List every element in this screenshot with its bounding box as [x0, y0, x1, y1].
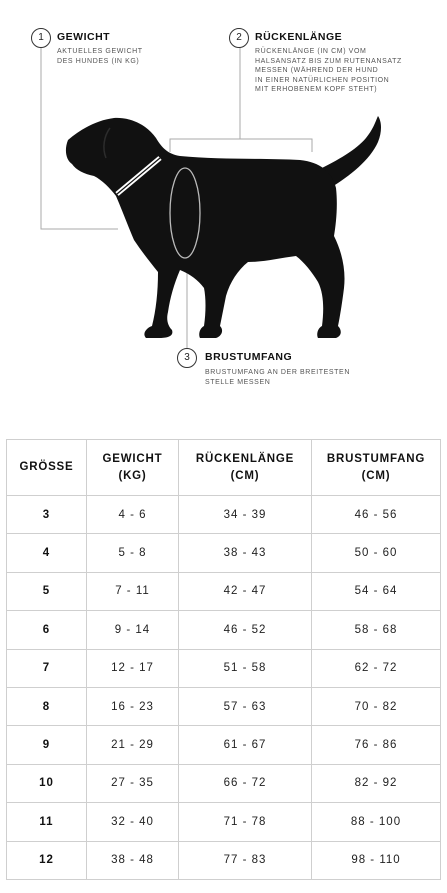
table-row: [7, 496, 441, 534]
table-row: [7, 572, 441, 610]
back-length-cell: 57 - 63: [179, 687, 312, 725]
header-weight: GEWICHT (KG): [87, 440, 179, 496]
chest-description: BRUSTUMFANG AN DER BREITESTEN STELLE MESSEN: [205, 369, 350, 386]
back-length-cell: 34 - 39: [179, 496, 312, 534]
chest-cell: 88 - 100: [312, 803, 441, 841]
chest-cell: 46 - 56: [312, 496, 441, 534]
back-length-cell: 42 - 47: [179, 572, 312, 610]
header-size: GRÖSSE: [7, 440, 87, 496]
table-row: [7, 687, 441, 725]
size-cell: 7: [7, 649, 87, 687]
back-length-cell: 51 - 58: [179, 649, 312, 687]
back-length-cell: 71 - 78: [179, 803, 312, 841]
size-cell: 6: [7, 611, 87, 649]
size-cell: 10: [7, 764, 87, 802]
weight-cell: 4 - 6: [87, 496, 179, 534]
chest-cell: 98 - 110: [312, 841, 441, 879]
back-length-cell: 38 - 43: [179, 534, 312, 572]
weight-description: AKTUELLES GEWICHT DES HUNDES (IN KG): [57, 48, 143, 65]
weight-cell: 21 - 29: [87, 726, 179, 764]
back-length-leader-line: [170, 47, 240, 152]
back-length-number-badge: 2: [229, 28, 249, 48]
chest-cell: 62 - 72: [312, 649, 441, 687]
header-back-length: RÜCKENLÄNGE (CM): [179, 440, 312, 496]
weight-title: GEWICHT: [57, 31, 111, 43]
measurement-diagram: [0, 0, 447, 420]
weight-cell: 38 - 48: [87, 841, 179, 879]
back-length-bracket: [240, 139, 312, 152]
table-header-row: [7, 440, 441, 496]
weight-cell: 16 - 23: [87, 687, 179, 725]
size-cell: 12: [7, 841, 87, 879]
weight-number-badge: 1: [31, 28, 51, 48]
back-length-cell: 46 - 52: [179, 611, 312, 649]
size-cell: 8: [7, 687, 87, 725]
chest-cell: 70 - 82: [312, 687, 441, 725]
weight-cell: 32 - 40: [87, 803, 179, 841]
weight-cell: 5 - 8: [87, 534, 179, 572]
back-length-cell: 61 - 67: [179, 726, 312, 764]
back-length-description: RÜCKENLÄNGE (IN CM) VOM HALSANSATZ BIS ZUM RUTENANSATZ MESSEN (WÄHREND DER HUND IN EINER NATÜRLICHEN POSITION MIT ERHOBENEM KOPF STEHT): [255, 48, 402, 94]
table-row: [7, 764, 441, 802]
table-row: [7, 649, 441, 687]
weight-cell: 7 - 11: [87, 572, 179, 610]
size-table: [6, 439, 441, 880]
table-row: [7, 534, 441, 572]
table-row: [7, 726, 441, 764]
size-cell: 11: [7, 803, 87, 841]
weight-cell: 27 - 35: [87, 764, 179, 802]
table-row: [7, 611, 441, 649]
table-row: [7, 803, 441, 841]
back-length-cell: 66 - 72: [179, 764, 312, 802]
dog-body: [66, 116, 381, 338]
size-cell: 9: [7, 726, 87, 764]
table-row: [7, 841, 441, 879]
weight-cell: 12 - 17: [87, 649, 179, 687]
size-cell: 5: [7, 572, 87, 610]
size-cell: 3: [7, 496, 87, 534]
chest-cell: 76 - 86: [312, 726, 441, 764]
chest-cell: 82 - 92: [312, 764, 441, 802]
back-length-title: RÜCKENLÄNGE: [255, 31, 343, 43]
chest-cell: 58 - 68: [312, 611, 441, 649]
chest-title: BRUSTUMFANG: [205, 351, 293, 363]
weight-cell: 9 - 14: [87, 611, 179, 649]
back-length-cell: 77 - 83: [179, 841, 312, 879]
chest-cell: 50 - 60: [312, 534, 441, 572]
chest-number-badge: 3: [177, 348, 197, 368]
header-chest: BRUSTUMFANG (CM): [312, 440, 441, 496]
chest-cell: 54 - 64: [312, 572, 441, 610]
size-cell: 4: [7, 534, 87, 572]
